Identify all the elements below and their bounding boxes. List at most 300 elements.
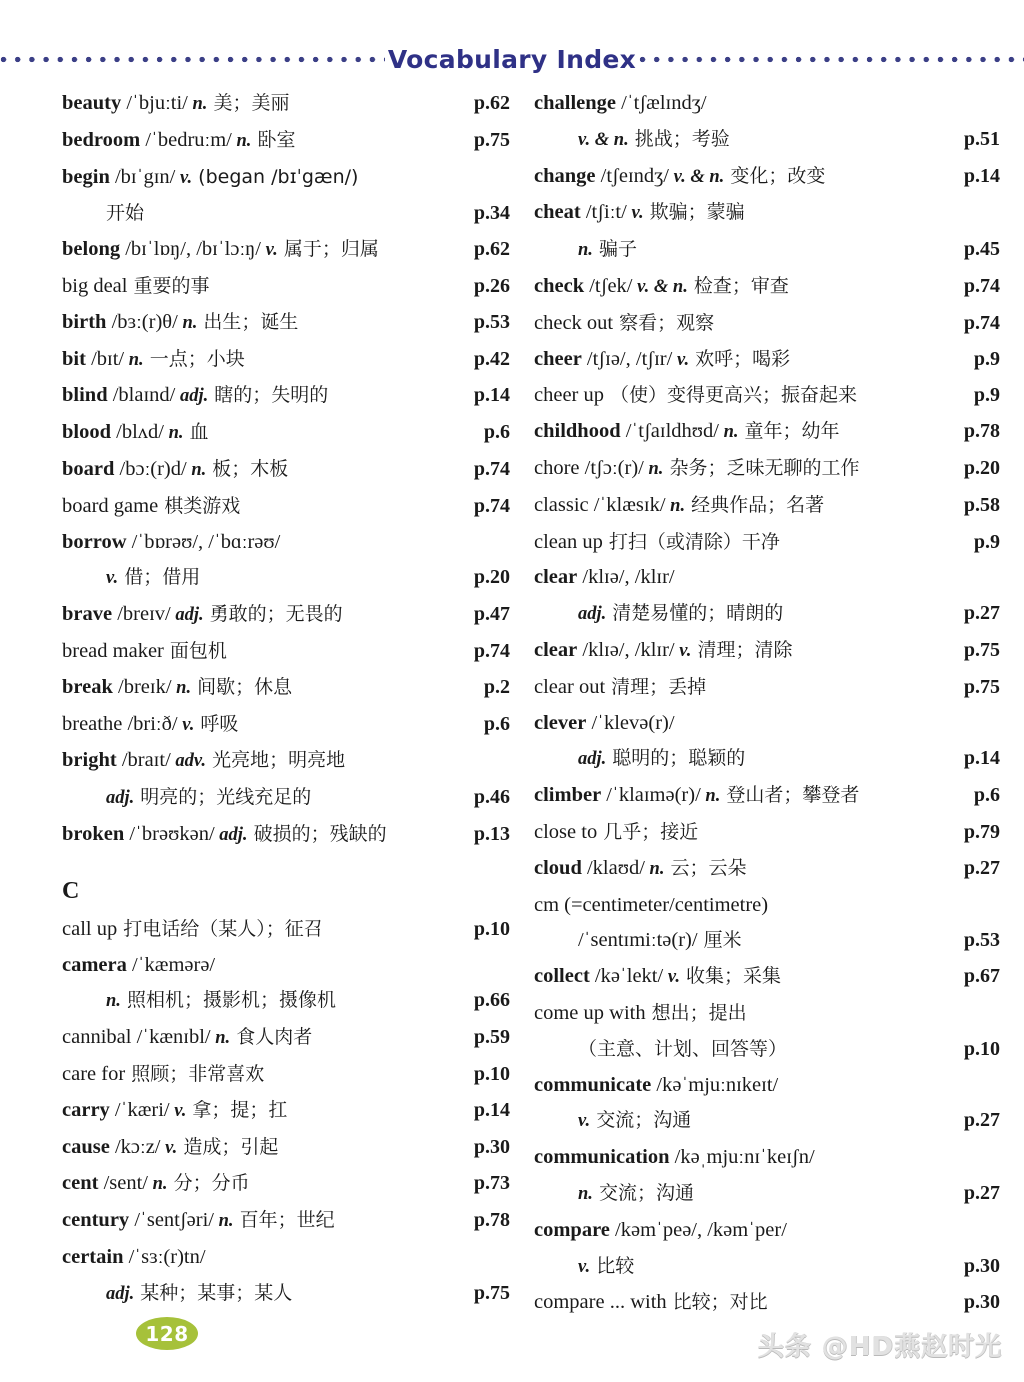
index-entry <box>62 452 510 489</box>
entry-meaning: 厘米 <box>697 929 742 952</box>
entry-meaning: 照相机；摄影机；摄像机 <box>120 989 336 1012</box>
left-column <box>62 86 510 1313</box>
entry-headword: century <box>62 1209 130 1232</box>
entry-headword: certain <box>62 1245 124 1268</box>
entry-phonetic: /ˈtʃaɪldhʊd/ <box>620 420 719 443</box>
entry-meaning: 造成；引起 <box>177 1135 279 1158</box>
entry-text <box>62 160 358 197</box>
entry-headword: board <box>62 457 115 480</box>
entry-text <box>534 195 745 232</box>
entry-headword: come up with <box>534 1001 646 1024</box>
entry-headword: change <box>534 164 596 187</box>
entry-meaning: 检查；审查 <box>687 274 789 297</box>
entry-part-of-speech: adv. <box>170 751 207 772</box>
entry-page-ref: p.47 <box>473 603 510 626</box>
entry-headword: big deal <box>62 274 128 297</box>
entry-headword: cm (=centimeter/centimetre) <box>534 893 769 916</box>
index-entry <box>62 160 510 197</box>
entry-part-of-speech: v. <box>177 714 195 735</box>
entry-text <box>62 525 280 561</box>
entry-headword: belong <box>62 238 121 261</box>
index-entry <box>534 414 1000 451</box>
entry-meaning: 光亮地；明亮地 <box>206 749 346 772</box>
entry-text <box>534 633 792 670</box>
index-entry <box>534 923 1000 959</box>
entry-meaning: 聪明的；聪颖的 <box>606 747 746 770</box>
index-entry <box>62 948 510 984</box>
letter-section-heading: C <box>62 877 80 904</box>
entry-text <box>534 778 859 815</box>
entry-meaning: 挑战；考验 <box>628 127 730 150</box>
entry-headword: check out <box>534 311 614 334</box>
entry-part-of-speech: v. <box>672 349 690 370</box>
entry-phonetic: /bɪˈlɒŋ/, /bɪˈlɔːŋ/ <box>120 238 261 261</box>
entry-part-of-speech: n. <box>171 677 192 698</box>
entry-meaning: 登山者；攀登者 <box>720 784 860 807</box>
entry-page-ref: p.27 <box>963 1181 1000 1204</box>
entry-text <box>534 342 790 379</box>
entry-page-ref: p.62 <box>473 92 510 114</box>
entry-headword: bedroom <box>62 128 141 151</box>
entry-meaning: 血 <box>183 421 209 444</box>
entry-headword: cent <box>62 1172 99 1195</box>
entry-headword: clear <box>534 566 578 589</box>
entry-meaning: 杂务；乏味无聊的工作 <box>663 456 860 479</box>
entry-text <box>534 1068 778 1104</box>
entry-headword: broken <box>62 822 125 845</box>
entry-part-of-speech: n. <box>231 130 252 151</box>
index-entry <box>62 525 510 561</box>
entry-page-ref: p.51 <box>963 127 1000 150</box>
entry-headword: bread maker <box>62 639 164 662</box>
entry-page-ref: p.62 <box>473 238 510 261</box>
entry-headword: clear out <box>534 675 606 698</box>
entry-text <box>62 123 295 160</box>
index-entry <box>534 670 1000 706</box>
entry-text <box>62 489 240 525</box>
index-entry <box>534 232 1000 269</box>
index-entry <box>62 912 510 948</box>
entry-phonetic: /kəmˈpeə/, /kəmˈper/ <box>609 1218 787 1241</box>
entry-page-ref: p.75 <box>963 675 1000 698</box>
entry-headword: clear <box>534 638 578 661</box>
index-entry <box>534 122 1000 159</box>
entry-page-ref: p.74 <box>963 274 1000 297</box>
right-column <box>534 86 1000 1321</box>
entry-text <box>62 707 238 744</box>
entry-meaning: 重要的事 <box>127 274 210 297</box>
entry-text <box>62 1240 206 1276</box>
index-entry <box>62 342 510 379</box>
entry-text <box>62 378 328 415</box>
entry-headword: beauty <box>62 92 122 114</box>
entry-meaning: 欢呼；喝彩 <box>689 347 791 370</box>
entry-phonetic: /ˈbrəʊkən/ <box>124 822 215 845</box>
entry-phonetic: /breɪv/ <box>112 603 171 626</box>
entry-page-ref: p.58 <box>963 493 1000 516</box>
index-entry <box>62 1203 510 1240</box>
entry-phonetic: /blʌd/ <box>111 421 164 444</box>
entry-meaning: 打扫（或清除）干净 <box>602 530 780 553</box>
entry-page-ref: p.46 <box>473 786 510 809</box>
index-entry <box>62 1240 510 1276</box>
entry-part-of-speech: n. <box>124 349 144 370</box>
index-entry <box>534 1140 1000 1176</box>
index-entry <box>534 706 1000 742</box>
index-entry <box>534 996 1000 1032</box>
entry-page-ref: p.74 <box>473 494 510 517</box>
entry-meaning: 照顾；非常喜欢 <box>125 1062 265 1085</box>
entry-phonetic: /ˈbɒrəʊ/, /ˈbɑːrəʊ/ <box>126 530 281 553</box>
entry-headword: carry <box>62 1098 110 1121</box>
entry-text <box>534 1103 691 1140</box>
index-entry <box>62 560 510 597</box>
entry-page-ref: p.27 <box>963 856 1000 879</box>
entry-headword: collect <box>534 965 590 988</box>
entry-headword: breathe <box>62 712 123 735</box>
entry-page-ref: p.10 <box>473 917 510 940</box>
index-entry <box>62 415 510 452</box>
entry-phonetic: /tʃɪə/, /tʃɪr/ <box>581 347 673 370</box>
entry-meaning: 分；分币 <box>167 1172 250 1195</box>
page-number-badge: 128 <box>136 1317 198 1350</box>
entry-phonetic: /briːð/ <box>122 712 178 735</box>
entry-headword: birth <box>62 310 107 333</box>
entry-headword: care for <box>62 1062 126 1085</box>
index-entry <box>62 489 510 525</box>
entry-headword: childhood <box>534 420 621 443</box>
entry-page-ref: p.27 <box>963 1109 1000 1132</box>
index-entry <box>534 633 1000 670</box>
entry-meaning: 开始 <box>106 202 145 225</box>
entry-headword: clever <box>534 711 587 734</box>
index-entry <box>534 342 1000 379</box>
entry-text <box>62 670 292 707</box>
entry-text <box>534 488 824 525</box>
entry-part-of-speech: n. <box>177 312 198 333</box>
entry-phonetic: /ˈsentʃəri/ <box>129 1209 215 1232</box>
entry-headword: communicate <box>534 1073 652 1096</box>
index-entry <box>62 817 510 854</box>
entry-page-ref: p.10 <box>473 1062 510 1085</box>
header-dot-rail-right <box>639 56 1024 63</box>
entry-page-ref: p.20 <box>473 566 510 589</box>
entry-phonetic: /sent/ <box>98 1172 148 1195</box>
entry-text <box>534 1176 694 1213</box>
entry-part-of-speech: n. <box>147 1174 168 1195</box>
entry-phonetic: /ˈbedruːm/ <box>140 128 232 151</box>
index-entry <box>534 560 1000 596</box>
entry-phonetic: /ˈklæsɪk/ <box>588 493 666 516</box>
entry-part-of-speech: n. <box>163 423 184 444</box>
index-entry <box>62 1276 510 1313</box>
entry-text <box>534 923 742 959</box>
entry-part-of-speech: n. <box>578 1183 593 1204</box>
entry-headword: compare ... with <box>534 1291 667 1314</box>
entry-text <box>534 996 747 1032</box>
entry-page-ref: p.20 <box>963 456 1000 479</box>
entry-page-ref: p.42 <box>473 347 510 370</box>
entry-text <box>62 1057 264 1093</box>
entry-part-of-speech: n. <box>578 240 593 261</box>
entry-page-ref: p.45 <box>963 238 1000 261</box>
entry-meaning: 明亮的；光线充足的 <box>134 786 312 809</box>
entry-page-ref: p.78 <box>473 1209 510 1232</box>
entry-text <box>62 817 387 854</box>
entry-text <box>534 888 768 924</box>
entry-part-of-speech: v. <box>578 1256 591 1277</box>
index-entry <box>534 1068 1000 1104</box>
entry-headword: compare <box>534 1218 610 1241</box>
entry-page-ref: p.59 <box>473 1026 510 1049</box>
entry-page-ref: p.27 <box>963 602 1000 625</box>
entry-text <box>62 86 289 123</box>
entry-page-ref: p.14 <box>473 1098 510 1121</box>
entry-page-ref: p.75 <box>963 638 1000 661</box>
entry-meaning: 卧室 <box>251 128 296 151</box>
index-entry <box>62 670 510 707</box>
entry-text <box>534 1249 634 1286</box>
index-entry <box>62 1093 510 1130</box>
entry-phonetic: /kəˈmjuːnɪkeɪt/ <box>651 1073 779 1096</box>
entry-text <box>62 305 298 342</box>
entry-part-of-speech: v. <box>674 640 692 661</box>
entry-part-of-speech: v. <box>160 1137 178 1158</box>
entry-meaning: 间歇；休息 <box>191 675 293 698</box>
entry-meaning: 勇敢的；无畏的 <box>203 603 343 626</box>
entry-meaning: 比较 <box>590 1254 635 1277</box>
entry-phonetic: /ˈkænɪbl/ <box>131 1026 211 1049</box>
entry-text <box>534 959 781 996</box>
entry-meaning: 交流；沟通 <box>590 1109 692 1132</box>
entry-text <box>62 1093 287 1130</box>
entry-headword: challenge <box>534 92 616 114</box>
entry-page-ref: p.53 <box>473 310 510 333</box>
index-entry <box>62 743 510 780</box>
entry-headword: cannibal <box>62 1026 132 1049</box>
entry-page-ref: p.9 <box>973 347 1000 370</box>
entry-text <box>62 232 379 269</box>
entry-page-ref: p.9 <box>973 530 1000 553</box>
entry-page-ref: p.78 <box>963 420 1000 443</box>
entry-headword: cheat <box>534 201 581 224</box>
entry-phonetic: /kəˌmjuːnɪˈkeɪʃn/ <box>669 1146 815 1169</box>
entry-part-of-speech: v. <box>663 967 680 988</box>
entry-phonetic: /tʃeɪndʒ/ <box>595 164 669 187</box>
entry-phonetic: /blaɪnd/ <box>107 384 176 407</box>
entry-text <box>534 560 675 596</box>
entry-headword: check <box>534 274 585 297</box>
index-entry <box>62 1057 510 1093</box>
entry-meaning: 交流；沟通 <box>592 1181 694 1204</box>
entry-meaning: 板；木板 <box>206 457 289 480</box>
entry-part-of-speech: v. <box>175 167 193 188</box>
entry-headword: cause <box>62 1135 110 1158</box>
index-entry <box>534 596 1000 633</box>
entry-text <box>62 1166 250 1203</box>
entry-meaning: 食人肉者 <box>230 1026 313 1049</box>
index-entry <box>534 1285 1000 1321</box>
entry-text <box>534 525 780 561</box>
entry-meaning: 收集；采集 <box>679 965 782 988</box>
entry-page-ref: p.67 <box>963 965 1000 988</box>
entry-text <box>62 269 210 305</box>
entry-page-ref: p.30 <box>963 1291 1000 1314</box>
entry-headword: blood <box>62 421 111 444</box>
entry-phonetic: /breɪk/ <box>112 675 172 698</box>
index-entry <box>534 488 1000 525</box>
entry-part-of-speech: n. <box>214 1211 234 1232</box>
entry-headword: climber <box>534 784 602 807</box>
entry-meaning: 属于；归属 <box>277 238 379 261</box>
entry-phonetic: /ˈsɜː(r)tn/ <box>123 1245 206 1268</box>
index-entry <box>534 195 1000 232</box>
entry-meaning: 某种；某事；某人 <box>134 1281 293 1304</box>
entry-part-of-speech: n. <box>187 94 208 114</box>
entry-text <box>62 196 144 232</box>
entry-phonetic: /klaʊd/ <box>581 856 645 879</box>
index-entry <box>534 815 1000 851</box>
entry-part-of-speech: n. <box>700 786 721 807</box>
entry-headword: close to <box>534 820 598 843</box>
entry-headword: begin <box>62 165 110 188</box>
entry-meaning: 棋类游戏 <box>158 494 241 517</box>
entry-phonetic: /ˈklevə(r)/ <box>586 711 675 734</box>
entry-part-of-speech: v. & n. <box>668 166 725 187</box>
entry-part-of-speech: v. <box>106 568 119 589</box>
index-entry <box>534 378 1000 414</box>
entry-part-of-speech: n. <box>210 1028 231 1049</box>
entry-part-of-speech: v. <box>261 240 278 261</box>
index-entry <box>534 741 1000 778</box>
page-header <box>0 38 1024 80</box>
entry-meaning: 清理；丢掉 <box>605 675 707 698</box>
index-entry <box>534 1249 1000 1286</box>
entry-text <box>62 948 215 984</box>
entry-headword: clean up <box>534 530 603 553</box>
entry-part-of-speech: n. <box>718 422 739 443</box>
entry-text <box>62 1276 292 1313</box>
entry-part-of-speech: n. <box>665 495 686 516</box>
entry-meaning: 想出；提出 <box>645 1001 747 1024</box>
index-entry <box>62 86 510 123</box>
entry-phonetic: /bɪˈgɪn/ <box>109 165 176 188</box>
entry-text <box>62 1203 335 1240</box>
entry-page-ref: p.6 <box>973 784 1000 807</box>
entry-text <box>534 596 783 633</box>
header-dot-rail-left <box>0 56 385 63</box>
index-entry <box>62 123 510 160</box>
entry-text <box>534 851 747 888</box>
entry-text <box>62 1020 312 1057</box>
entry-part-of-speech: n. <box>643 458 664 479</box>
entry-headword: cheer up <box>534 384 604 407</box>
entry-phonetic: /ˈklaɪmə(r)/ <box>601 784 701 807</box>
index-entry <box>534 306 1000 342</box>
index-entry <box>62 707 510 744</box>
entry-part-of-speech: v. <box>169 1100 187 1121</box>
entry-page-ref: p.34 <box>473 202 510 225</box>
entry-page-ref: p.14 <box>473 384 510 407</box>
index-entry <box>534 851 1000 888</box>
entry-headword: brave <box>62 603 113 626</box>
entry-meaning: 几乎；接近 <box>597 820 699 843</box>
entry-meaning: (began /bɪˈgæn/) <box>192 165 359 188</box>
index-entry <box>62 1166 510 1203</box>
entry-text <box>534 451 859 488</box>
index-entry <box>534 451 1000 488</box>
entry-meaning: 借；借用 <box>118 566 201 589</box>
index-entry <box>534 1213 1000 1249</box>
entry-text <box>62 743 345 780</box>
entry-text <box>534 378 857 414</box>
entry-page-ref: p.26 <box>473 274 510 297</box>
entry-phonetic: /ˈtʃælɪndʒ/ <box>616 92 707 114</box>
entry-page-ref: p.73 <box>473 1172 510 1195</box>
entry-text <box>534 122 730 159</box>
entry-text <box>534 670 706 706</box>
entry-part-of-speech: adj. <box>578 604 607 625</box>
index-entry <box>62 1020 510 1057</box>
index-entry <box>62 780 510 817</box>
entry-page-ref: p.74 <box>473 457 510 480</box>
entry-meaning: 骗子 <box>592 238 637 261</box>
entry-page-ref: p.2 <box>483 675 510 698</box>
entry-phonetic: /kɔːz/ <box>109 1135 161 1158</box>
entry-part-of-speech: v. <box>626 203 644 224</box>
entry-phonetic: /tʃiːt/ <box>580 201 627 224</box>
entry-page-ref: p.14 <box>963 164 1000 187</box>
entry-phonetic: /ˈkæri/ <box>109 1098 170 1121</box>
index-entry <box>62 232 510 269</box>
entry-page-ref: p.14 <box>963 747 1000 770</box>
entry-headword: break <box>62 675 113 698</box>
entry-page-ref: p.74 <box>473 639 510 662</box>
entry-text <box>62 1130 278 1167</box>
entry-headword: communication <box>534 1146 670 1169</box>
entry-text <box>534 815 698 851</box>
index-entry <box>534 1032 1000 1068</box>
entry-meaning: 童年；幼年 <box>738 420 840 443</box>
entry-meaning: 美；美丽 <box>207 92 290 114</box>
entry-headword: camera <box>62 953 127 976</box>
entry-meaning: 变化；改变 <box>724 164 826 187</box>
entry-page-ref: p.6 <box>483 421 510 444</box>
entry-page-ref: p.66 <box>473 989 510 1012</box>
entry-headword: cheer <box>534 347 582 370</box>
entry-headword: chore <box>534 456 580 479</box>
index-entry <box>62 983 510 1020</box>
entry-phonetic: /kəˈlekt/ <box>589 965 664 988</box>
entry-meaning: 面包机 <box>163 639 227 662</box>
entry-text <box>534 1213 787 1249</box>
entry-headword: blind <box>62 384 108 407</box>
entry-meaning: 一点；小块 <box>143 347 245 370</box>
entry-headword: board game <box>62 494 159 517</box>
entry-part-of-speech: n. <box>644 858 665 879</box>
entry-text <box>62 912 323 948</box>
index-entry <box>62 634 510 670</box>
entry-part-of-speech: adj. <box>175 386 209 407</box>
entry-phonetic: /ˈbjuːti/ <box>121 92 188 114</box>
index-entry <box>534 888 1000 924</box>
entry-phonetic: /tʃek/ <box>584 274 633 297</box>
index-entry <box>534 159 1000 196</box>
index-entry <box>534 525 1000 561</box>
watermark: 头条 @HD燕赵时光 <box>757 1332 1002 1362</box>
entry-part-of-speech: v. & n. <box>578 129 629 150</box>
index-entry <box>62 1130 510 1167</box>
